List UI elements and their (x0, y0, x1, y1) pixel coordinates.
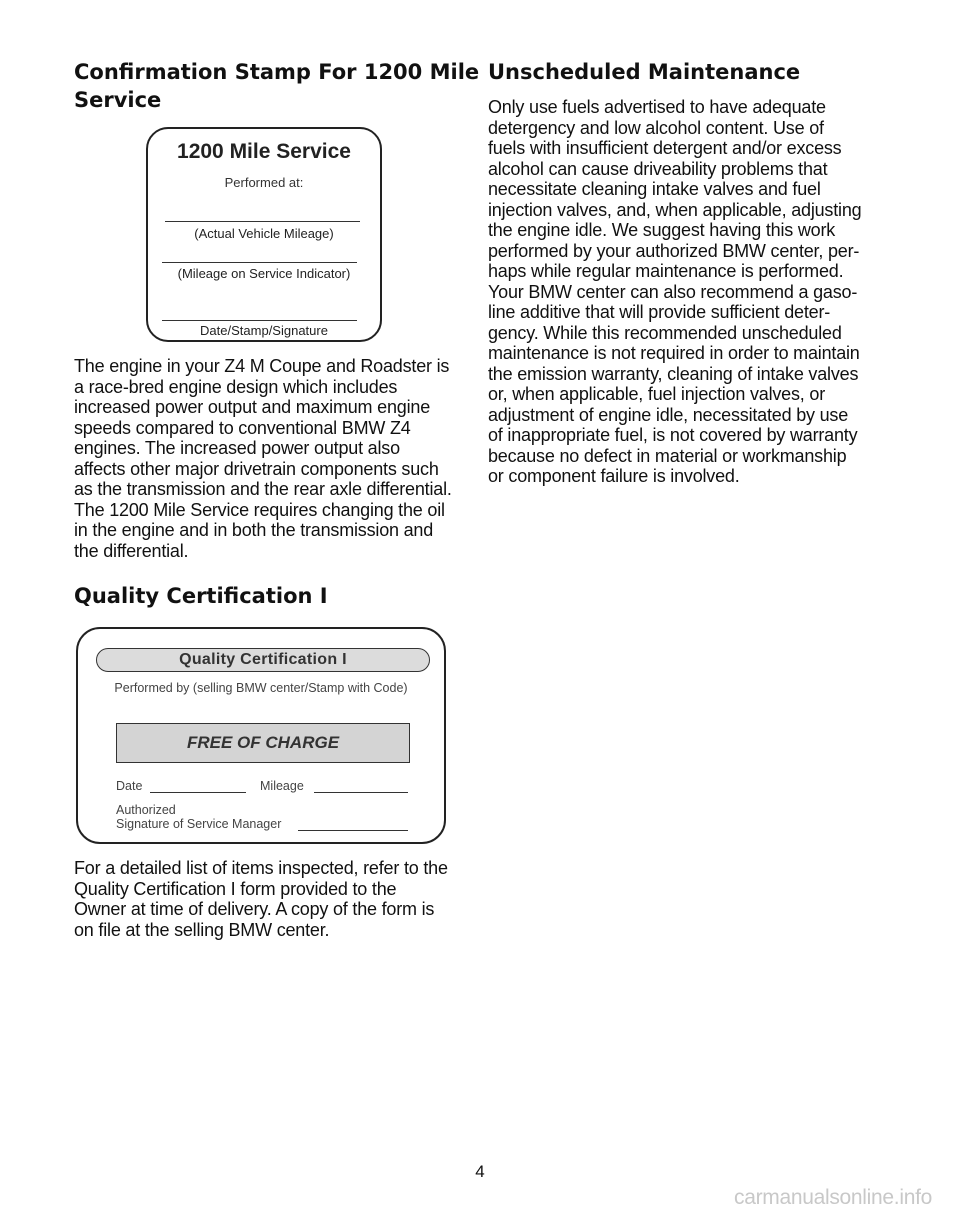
left-column (74, 58, 480, 114)
text-line: a race-bred engine design which includes (74, 376, 398, 397)
text-line: line additive that will provide sufficient deter- (488, 302, 831, 322)
text-line: speeds compared to conventional BMW Z4 (74, 417, 411, 438)
caption-service-indicator: (Mileage on Service Indicator) (177, 266, 351, 281)
text-line: or, when applicable, fuel injection valves, or (488, 384, 826, 404)
caption-actual-mileage: (Actual Vehicle Mileage) (194, 226, 334, 241)
text-line: haps while regular maintenance is performed. (488, 261, 844, 281)
text-line: on file at the selling BMW center. (74, 919, 330, 940)
text-line: injection valves, and, when applicable, adjusting (488, 199, 862, 220)
paragraph-quality-cert (74, 858, 466, 940)
text-line: increased power output and maximum engine (74, 397, 431, 417)
text-line: Quality Certification I form provided to the (74, 878, 397, 899)
text-line: detergency and low alcohol content. Use of (488, 117, 824, 138)
mileage-line (165, 221, 360, 222)
text-line: the differential. (74, 540, 189, 561)
stamp-title-pill: Quality Certification I (96, 648, 430, 672)
indicator-line (162, 262, 357, 263)
right-column (488, 58, 888, 487)
paragraph-unscheduled (488, 97, 888, 487)
text-line: alcohol can cause driveability problems that (488, 158, 828, 179)
text-line: The engine in your Z4 M Coupe and Roadster is (74, 356, 450, 376)
mileage-line (314, 792, 408, 793)
heading-unscheduled-maintenance: Unscheduled Maintenance (488, 60, 801, 84)
text-line: Only use fuels advertised to have adequate (488, 97, 826, 117)
text-line: adjustment of engine idle, necessitated by use (488, 404, 849, 425)
heading-confirmation-stamp (74, 58, 480, 114)
date-line (150, 792, 246, 793)
text-line: the engine idle. We suggest having this work (488, 220, 836, 240)
text-line: The 1200 Mile Service requires changing the oil (74, 499, 445, 520)
text-line: maintenance is not required in order to maintain (488, 343, 860, 363)
text-line: as the transmission and the rear axle differential. (74, 479, 452, 499)
paragraph-engine (74, 356, 466, 561)
text-line: Your BMW center can also recommend a gaso- (488, 281, 858, 302)
watermark: carmanualsonline.info (734, 1186, 932, 1209)
stamp-quality-certification (76, 627, 446, 844)
text-line: because no defect in material or workmanship (488, 445, 847, 466)
stamp-performed-at: Performed at: (224, 175, 304, 190)
text-line: gency. While this recommended unscheduled (488, 322, 842, 343)
mileage-label: Mileage (260, 779, 304, 793)
page-number: 4 (475, 1162, 485, 1181)
text-line: engines. The increased power output also (74, 438, 400, 458)
text-line: the emission warranty, cleaning of intake valves (488, 363, 859, 384)
signature-line (298, 830, 408, 831)
text-line: For a detailed list of items inspected, refer to the (74, 858, 448, 878)
authorized-label: Authorized (116, 803, 176, 817)
free-of-charge-box: FREE OF CHARGE (116, 723, 410, 763)
stamp-title: 1200 Mile Service (177, 140, 351, 163)
text-line: fuels with insufficient detergent and/or excess (488, 138, 842, 158)
text-line: Owner at time of delivery. A copy of the form is (74, 899, 435, 919)
text-line: performed by your authorized BMW center, per- (488, 240, 860, 261)
signature-label: Signature of Service Manager (116, 817, 282, 831)
heading-line: Service (74, 88, 162, 112)
signature-line (162, 320, 357, 321)
heading-quality-certification: Quality Certification I (74, 584, 328, 608)
text-line: in the engine and in both the transmission and (74, 520, 434, 540)
text-line: affects other major drivetrain components such (74, 458, 439, 479)
heading-line: Confirmation Stamp For 1200 Mile (74, 60, 480, 84)
text-line: necessitate cleaning intake valves and fuel (488, 179, 821, 199)
stamp-performed-by: Performed by (selling BMW center/Stamp with Code) (114, 681, 408, 695)
stamp-1200-mile-service (146, 127, 382, 342)
caption-date-stamp-signature: Date/Stamp/Signature (200, 323, 328, 338)
text-line: or component failure is involved. (488, 466, 740, 486)
text-line: of inappropriate fuel, is not covered by warranty (488, 425, 858, 445)
date-label: Date (116, 779, 143, 793)
